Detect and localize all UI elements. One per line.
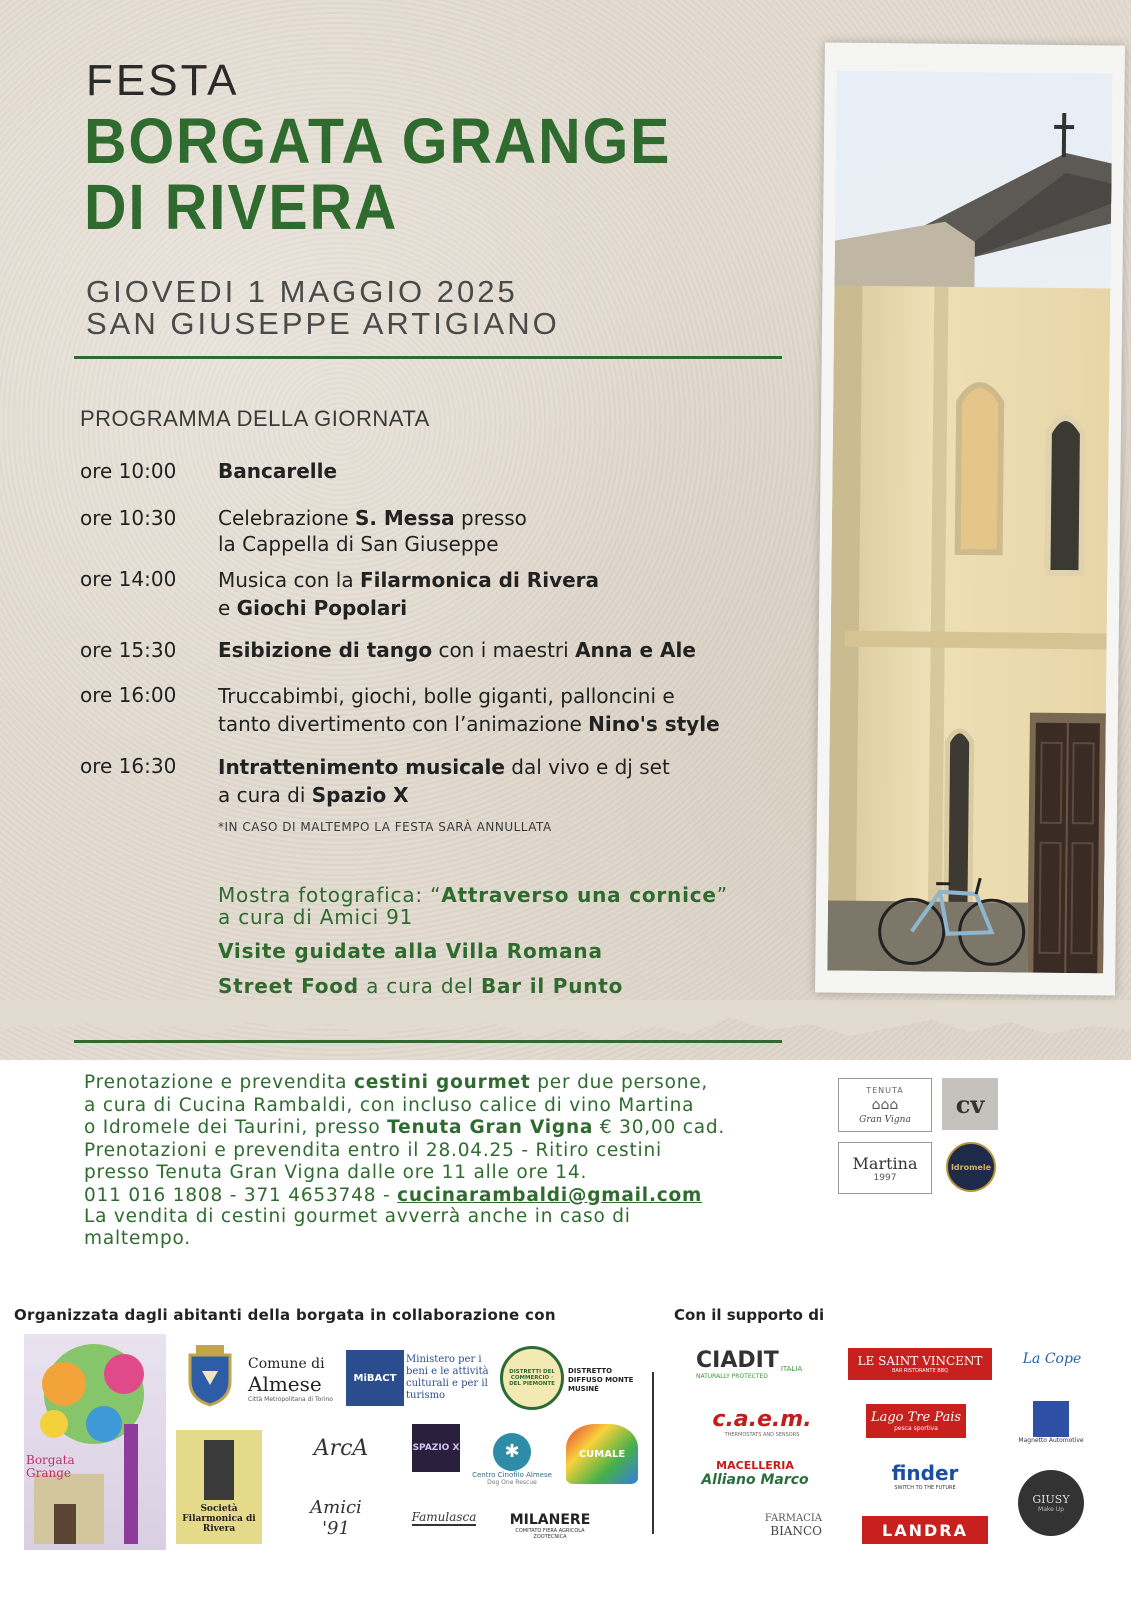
- distretto-commercio-logo: [500, 1346, 564, 1410]
- centro-cinofilo-logo: [470, 1424, 554, 1494]
- logo-text: MiBACT: [353, 1372, 397, 1384]
- street-food: [218, 975, 623, 997]
- comune-almese-logo: [248, 1352, 334, 1406]
- row-desc: [218, 637, 778, 663]
- borgata-grange-logo: [24, 1334, 166, 1550]
- desc-part: con i maestri: [432, 638, 576, 662]
- mostra-part: Mostra fotografica: “: [218, 883, 442, 907]
- booking-line-1: [84, 1072, 804, 1095]
- filarmonica-logo: [176, 1430, 262, 1544]
- mostra-title: Attraverso una cornice: [441, 883, 717, 907]
- spazio-x-logo: [412, 1424, 460, 1472]
- logo-text: finder: [891, 1461, 959, 1485]
- logo-text: COMITATO FIERA AGRICOLA ZOOTECNICA: [515, 1528, 585, 1540]
- desc-part: a cura di: [218, 783, 312, 807]
- phone-numbers: 011 016 1808 - 371 4653748 -: [84, 1184, 398, 1206]
- logo-text: LE SAINT VINCENT: [857, 1354, 983, 1368]
- booking-line-3: [84, 1117, 804, 1140]
- page-title: [84, 105, 672, 243]
- borgata-logo-text: [24, 1454, 75, 1550]
- magnetto-logo: [1014, 1394, 1088, 1450]
- mibact-logo: [346, 1350, 404, 1406]
- booking-info: [84, 1072, 804, 1207]
- macelleria-logo: [690, 1456, 820, 1490]
- logo-text: CIADIT: [696, 1348, 779, 1373]
- martina-logo: [838, 1142, 932, 1194]
- organizers-title: Organizzata dagli abitanti della borgata in collaborazione con: [14, 1306, 556, 1324]
- row-desc: [218, 753, 778, 809]
- mostra-fotografica: [218, 884, 728, 928]
- logo-text: TENUTA: [866, 1085, 904, 1095]
- row-time: ore 16:00: [80, 683, 177, 707]
- logo-text: MILANERE: [509, 1512, 591, 1528]
- desc-part-bold: Nino's style: [588, 712, 720, 736]
- desc-line2: la Cappella di San Giuseppe: [218, 532, 499, 556]
- logo-text: LANDRA: [882, 1520, 968, 1540]
- title-line-1: BORGATA GRANGE: [84, 105, 672, 177]
- row-desc: [218, 505, 778, 557]
- ministero-text: [406, 1350, 494, 1406]
- desc-part-bold: Intrattenimento musicale: [218, 755, 505, 779]
- logo-text: Gran Vigna: [859, 1114, 911, 1125]
- event-date: GIOVEDI 1 MAGGIO 2025: [86, 274, 518, 309]
- chapel-photo: [827, 71, 1112, 974]
- row-time: ore 16:30: [80, 754, 177, 778]
- desc-part: Celebrazione: [218, 506, 355, 530]
- famulasca-logo: [396, 1496, 492, 1540]
- logo-text: BAR RISTORANTE BBQ: [891, 1368, 949, 1374]
- desc-part: dal vivo e dj set: [504, 755, 670, 779]
- weather-line-2: maltempo.: [84, 1228, 191, 1249]
- logo-text: Lago Tre Pais: [870, 1410, 962, 1425]
- row-desc: [218, 566, 778, 622]
- programme-title: PROGRAMMA DELLA GIORNATA: [80, 406, 430, 431]
- logo-text: NATURALLY PROTECTED: [696, 1373, 768, 1380]
- logo-text: Almese: [248, 1371, 322, 1396]
- paw-icon: ✱: [493, 1433, 531, 1471]
- idromele-logo: [946, 1142, 996, 1192]
- event-saint: SAN GIUSEPPE ARTIGIANO: [86, 306, 560, 341]
- title-line-2: DI RIVERA: [84, 171, 399, 243]
- visite-guidate: Visite guidate alla Villa Romana: [218, 939, 603, 963]
- street-part: a cura del: [358, 974, 481, 998]
- cube-icon: [1033, 1401, 1069, 1437]
- desc-line1: Truccabimbi, giochi, bolle giganti, palloncini e: [218, 684, 675, 708]
- caem-logo: [696, 1402, 828, 1442]
- booking-line-2: a cura di Cucina Rambaldi, con incluso calice di vino Martina: [84, 1094, 695, 1116]
- logo-text: SWITCH TO THE FUTURE: [894, 1485, 956, 1491]
- finder-logo: [858, 1458, 992, 1494]
- booking-line-4: Prenotazioni e prevendita entro il 28.04.25 - Ritiro cestini: [84, 1139, 662, 1161]
- tenuta-gran-vigna-logo: [838, 1078, 932, 1132]
- logo-text: Città Metropolitana di Torino: [248, 1395, 333, 1403]
- desc-part-bold: Giochi Popolari: [236, 596, 408, 620]
- chapel-illustration: [827, 71, 1112, 974]
- logo-text: Ministero per i beni e le attività culturali e per il turismo: [406, 1354, 489, 1401]
- row-time: ore 10:30: [80, 506, 177, 530]
- logo-text: BIANCO: [770, 1523, 822, 1538]
- logo-text: GIUSY: [1032, 1493, 1070, 1506]
- chapel-photo-frame: [815, 42, 1125, 995]
- divider-bottom: [74, 1040, 782, 1043]
- mostra-part: ”: [716, 883, 728, 907]
- booking-line-5: presso Tenuta Gran Vigna dalle ore 11 alle ore 14.: [84, 1162, 588, 1183]
- logo-text: Centro Cinofilo Almese: [472, 1470, 552, 1479]
- text-part: € 30,00 cad.: [593, 1117, 726, 1138]
- street-part-bold: Street Food: [218, 974, 359, 998]
- booking-weather-note: [84, 1206, 784, 1250]
- arca-logo: [286, 1428, 396, 1468]
- logo-text: Alliano Marco: [701, 1471, 809, 1488]
- giusy-makeup-logo: [1018, 1470, 1084, 1536]
- milanere-logo: [504, 1508, 596, 1544]
- logo-text: THERMOSTATS AND SENSORS: [724, 1431, 800, 1438]
- logo-text: cv: [955, 1089, 985, 1119]
- logo-text: Famulasca: [411, 1510, 477, 1524]
- logo-text: Borgata: [26, 1453, 75, 1467]
- text-part: per due persone,: [530, 1072, 709, 1093]
- logo-text: pesca sportiva: [894, 1425, 938, 1432]
- cumale-logo: [566, 1424, 638, 1484]
- row-time: ore 15:30: [80, 638, 177, 662]
- almese-coat-of-arms-icon: [180, 1340, 240, 1408]
- le-saint-vincent-logo: [848, 1348, 992, 1380]
- text-part-bold: Tenuta Gran Vigna: [387, 1117, 594, 1138]
- desc-part: Musica con la: [218, 568, 360, 592]
- desc-part-bold: Spazio X: [311, 783, 409, 807]
- logo-text: Magnetto Automotive: [1018, 1436, 1084, 1444]
- festa-label: FESTA: [86, 56, 240, 105]
- farmacia-bianco-logo: [694, 1502, 822, 1548]
- desc-part: tanto divertimento con l’animazione: [218, 712, 589, 736]
- row-time: ore 14:00: [80, 567, 177, 591]
- logo-text: La Cope: [1022, 1351, 1082, 1367]
- logo-text: CUMALE: [578, 1448, 626, 1460]
- divider-top: [74, 356, 782, 359]
- tower-icon: [204, 1440, 234, 1500]
- mostra-curator: a cura di Amici 91: [218, 905, 414, 929]
- logo-text: Amici '91: [310, 1497, 362, 1539]
- logo-text: DISTRETTI DEL COMMERCIO · DEL PIEMONTE: [509, 1369, 555, 1387]
- logo-text: 1997: [873, 1172, 897, 1183]
- desc-part: e: [218, 596, 237, 620]
- landra-logo: [862, 1516, 988, 1544]
- row-time: ore 10:00: [80, 459, 177, 483]
- desc-part-bold: Esibizione di tango: [218, 638, 433, 662]
- street-part-bold: Bar il Punto: [480, 974, 624, 998]
- cv-logo: [942, 1078, 998, 1130]
- text-part: o Idromele dei Taurini, presso: [84, 1117, 388, 1138]
- logo-text: ITALIA: [780, 1365, 803, 1373]
- event-date-block: [86, 276, 560, 340]
- logo-text: SPAZIO X: [412, 1443, 460, 1453]
- desc-part-bold: Anna e Ale: [575, 638, 696, 662]
- footer-divider: [652, 1372, 654, 1534]
- desc-part-bold: S. Messa: [354, 506, 455, 530]
- columns-icon: ⌂⌂⌂: [871, 1096, 899, 1113]
- logo-text: MACELLERIA: [716, 1458, 794, 1472]
- la-cope-logo: [1020, 1344, 1084, 1374]
- distretto-text: [568, 1360, 638, 1400]
- logo-text: c.a.e.m.: [712, 1406, 812, 1432]
- ciadit-logo: [696, 1344, 803, 1384]
- lago-tre-pais-logo: [866, 1404, 966, 1438]
- desc-part-bold: Filarmonica di Rivera: [359, 568, 600, 592]
- row-desc: Bancarelle: [218, 459, 338, 483]
- row-desc: [218, 682, 778, 738]
- logo-text: Comune di: [248, 1355, 325, 1372]
- logo-text: Grange: [26, 1466, 71, 1480]
- supporters-title: Con il supporto di: [674, 1306, 825, 1324]
- logo-text: Idromele: [950, 1162, 992, 1172]
- logo-text: Make Up: [1038, 1506, 1064, 1513]
- text-part: Prenotazione e prevendita: [84, 1072, 354, 1093]
- email-link[interactable]: cucinarambaldi@gmail.com: [397, 1184, 703, 1206]
- weather-line-1: La vendita di cestini gourmet avverrà anche in caso di: [84, 1206, 631, 1227]
- logo-text: Martina: [852, 1153, 918, 1173]
- logo-text: DISTRETTO DIFFUSO MONTE MUSINÈ: [568, 1366, 634, 1393]
- amici-91-logo: [296, 1490, 376, 1546]
- booking-line-6: [84, 1185, 804, 1208]
- logo-text: ArcA: [313, 1435, 369, 1461]
- logo-text: Dog One Rescue: [487, 1478, 537, 1486]
- desc-part: presso: [454, 506, 527, 530]
- text-part-bold: cestini gourmet: [354, 1072, 531, 1093]
- logo-text: FARMACIA: [764, 1512, 822, 1524]
- logo-text: Società Filarmonica di Rivera: [182, 1504, 256, 1534]
- weather-note: *IN CASO DI MALTEMPO LA FESTA SARÀ ANNULLATA: [218, 820, 552, 834]
